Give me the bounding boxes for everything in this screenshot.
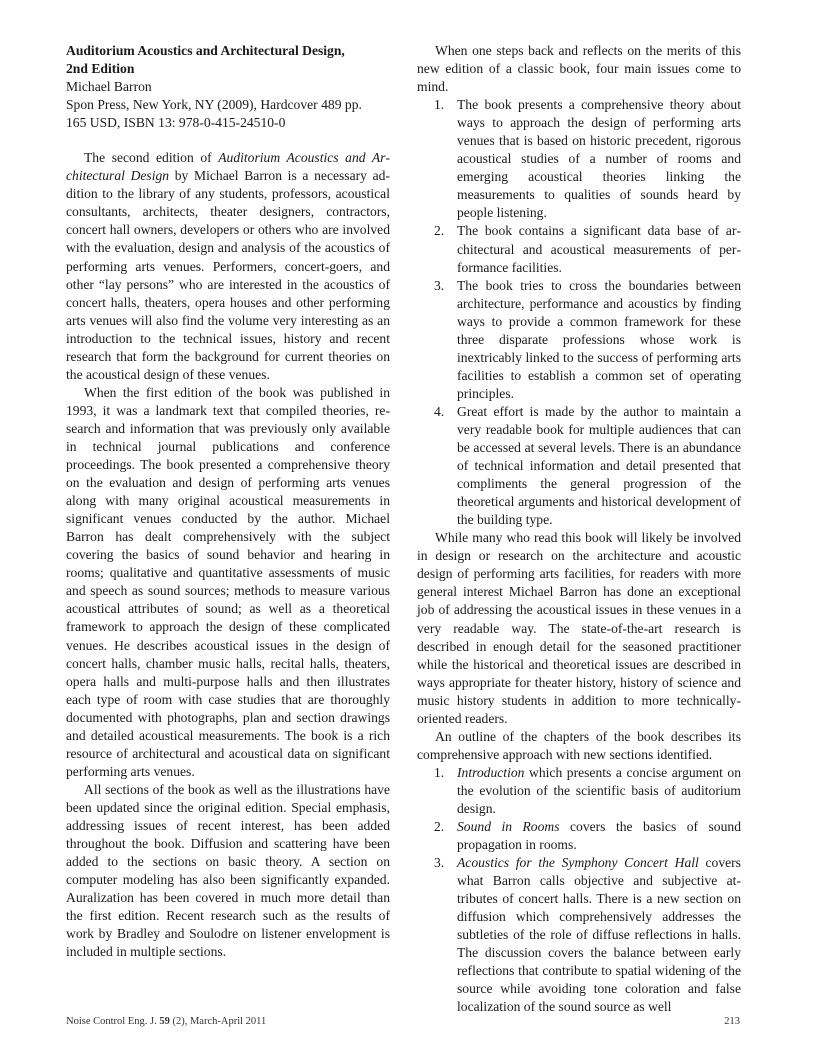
review-title <box>66 42 390 78</box>
list-item: 3. Acoustics for the Symphony Concert Hall covers what Barron calls objective and subjective attributes of concert halls. There is a new section on diffusion which comprehensively addresses the subtleties of the role of diffuse reflections in halls. The discussion covers the balance between early reflections that contribute to spatial widening of the source while avoiding tone coloration and false localization of the sound source as well <box>434 855 741 1015</box>
paragraph-first-edition: When the first edition of the book was published in 1993, it was a landmark text that compiled theories, research and information that was previously only available in technical journal publications and conference proceedings. The book presented a comprehensive theory on the evaluation and design of performing arts venues along with many original acoustical measurements in significant venues conducted by the author. Michael Barron has dealt comprehensively with the subject covering the basics of sound behavior and hearing in rooms; qualitative and quantitative assessments of music and speech as sound sources; methods to measure various acoustical attributes of sound; as well as a theoretical framework to approach the design of these complicated venues. He describes acoustical issues in the design of concert halls, chamber music halls, recital halls, theaters, opera halls and multi-purpose halls and then illustrates each type of room with case studies that are thoroughly documented with photographs, plan and section drawings and detailed acoustical measurements. The book is a rich resource of architectural and acoustical data on significant performing arts venues. <box>66 384 390 779</box>
paragraph-merits: When one steps back and reflects on the merits of this new edition of a classic book, four main issues come to mind. <box>417 43 741 95</box>
left-column <box>66 42 390 961</box>
book-publisher: Spon Press, New York, NY (2009), Hardcover 489 pp. <box>66 97 362 113</box>
review-title-line-2: 2nd Edition <box>66 61 135 77</box>
list-item: 4. Great effort is made by the author to maintain a very readable book for multiple audiences that can be accessed at several levels. There is an abundance of technical information and detail presented that compliments the general progression of the theoretical arguments and historical development of the building type. <box>434 403 741 528</box>
chapters-list <box>417 764 741 1017</box>
paragraph-audiences: While many who read this book will likely be involved in design or research on the architecture and acoustic design of performing arts facilities, for readers with more general interest Michael Barron has done an exceptional job of addressing the acoustical issues in these venues in a very readable way. The state-of-the-art research is described in enough detail for the seasoned practitioner while the historical and theoretical issues are described in ways appropriate for theater history, history of science and music history students in addition to more technically-oriented readers. <box>417 530 741 726</box>
book-author: Michael Barron <box>66 79 152 95</box>
right-column <box>417 42 741 1017</box>
list-item: 3. The book tries to cross the boundaries between architecture, performance and acoustics by finding ways to provide a common framework for these three disparate professions whose work is inextricably linked to the success of performing arts facilities to establish a common set of operating principles. <box>434 277 741 401</box>
list-item: 2. Sound in Rooms covers the basics of sound propagation in rooms. <box>434 819 741 853</box>
page-footer <box>66 1016 740 1027</box>
paragraph-updates: All sections of the book as well as the illustrations have been updated since the original edition. Special emphasis, addressing issues of recent interest, has been added throughout the book. Diffusion and scattering have been added to the sections on basic theory. A section on computer modeling has also been significantly expanded. Auralization has been covered in much more detail than the first edition. Recent research such as the results of work by Bradley and Soulodre on listener envelopment is included in multiple sections. <box>66 781 390 960</box>
paragraph-outline: An outline of the chapters of the book describes its comprehensive approach with new sections identified. <box>417 728 741 762</box>
journal-citation: Noise Control Eng. J. 59 (2), March-April 2011 <box>66 1016 267 1027</box>
list-item: 1. The book presents a comprehensive theory about ways to approach the design of performing arts venues that is based on historic precedent, rigorous acoustical studies of a number of rooms and emerging acoustical theories linking the measurements to qualities of sounds heard by people listening. <box>434 97 741 221</box>
page-number: 213 <box>724 1016 740 1027</box>
book-price-isbn: 165 USD, ISBN 13: 978-0-415-24510-0 <box>66 115 286 131</box>
paragraph-intro: The second edition of Auditorium Acoustics and Architectural Design by Michael Barron is a necessary addition to the library of any students, professors, acoustical consultants, architects, theater designers, contractors, concert hall owners, developers or others who are involved with the evaluation, design and analysis of the acoustics of performing arts venues. Performers, concert-goers, and other “lay persons” who are interested in the acoustics of concert halls, theaters, opera houses and other performing arts venues will also find the volume very interesting as an introduction to the technical issues, history and recent research that form the background for current theories on the acoustical design of these venues. <box>66 150 390 382</box>
issues-list <box>417 96 741 529</box>
book-title-italic: Auditorium Acoustics and Architectural Design <box>66 150 390 184</box>
list-item: 2. The book contains a significant data base of architectural and acoustical measurements of performance facilities. <box>434 223 741 275</box>
review-title-line-1: Auditorium Acoustics and Architectural Design, <box>66 43 345 58</box>
list-item: 1. Introduction which presents a concise argument on the evolution of the scientific basis of auditorium design. <box>434 764 741 816</box>
